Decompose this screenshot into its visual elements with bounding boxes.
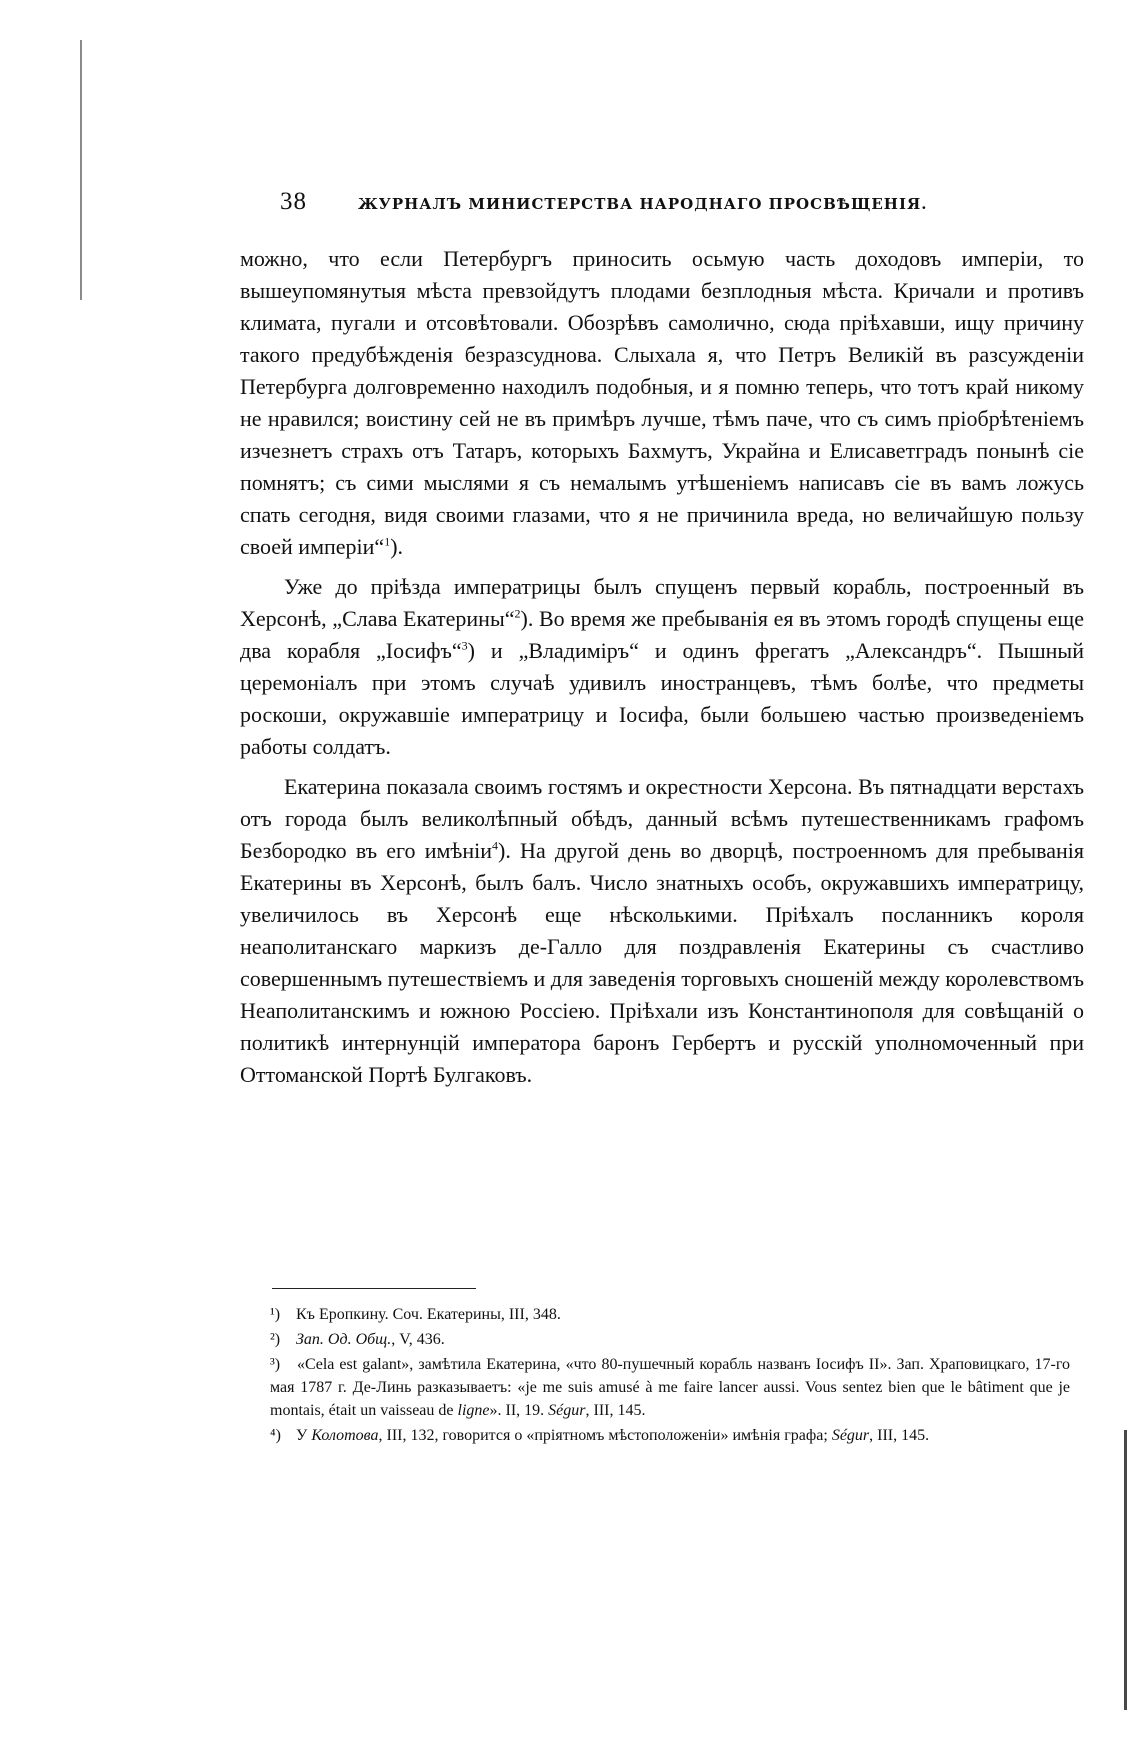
footnote-ref-2: 2 <box>514 606 521 621</box>
footnotes <box>270 1303 1070 1449</box>
footnote-ref-3: 3 <box>461 638 468 653</box>
footnote-mark: ¹) <box>270 1306 281 1323</box>
footnote-text: Къ Еропкину. Соч. Екатерины, III, 348. <box>296 1306 561 1323</box>
footnote-4 <box>270 1424 1070 1447</box>
paragraph-2 <box>240 571 1084 763</box>
footnote-italic: Ségur <box>548 1402 586 1419</box>
footnote-3 <box>270 1353 1070 1422</box>
footnote-text: У <box>296 1427 308 1444</box>
scan-edge-left <box>80 40 82 300</box>
paragraph-2-text-c: ) и „Владиміръ“ и одинъ фрегатъ „Александръ“. Пышный церемоніалъ при этомъ случаѣ удивилъ иностранцевъ, тѣмъ болѣе, что предметы роскоши, окружавшіе императрицу и Іосифа, были большею частью произведеніемъ работы солдатъ. <box>240 638 1084 759</box>
footnote-source-italic: Зап. Од. Общ. <box>296 1331 392 1348</box>
footnote-italic: Колотова <box>311 1427 379 1444</box>
paragraph-2-text-b: ). Во время же пребыванія ея въ этомъ городѣ спущены еще два корабля „Іосифъ“ <box>240 606 1084 663</box>
footnote-text: , V, 436. <box>391 1331 445 1348</box>
paragraph-1 <box>240 243 1084 563</box>
footnote-italic: ligne <box>457 1402 490 1419</box>
footnote-ref-4: 4 <box>492 838 499 853</box>
footnote-mark: ²) <box>270 1331 281 1348</box>
paragraph-3-text-a: Екатерина показала своимъ гостямъ и окрестности Херсона. Въ пятнадцати верстахъ отъ города былъ великолѣпный обѣдъ, данный всѣмъ путешественникамъ графомъ Безбородко въ его имѣніи <box>240 774 1084 863</box>
footnote-text: , III, 132, говорится о «пріятномъ мѣстоположеніи» имѣнія графа; <box>378 1427 828 1444</box>
footnote-text: «Cela est galant», замѣтила Екатерина, «что 80-пушечный корабль названъ Іосифъ II». Зап. Храповицкаго, 17-го мая 1787 г. Де-Линь разказываетъ: «je me suis amusé à me faire lancer aussi. Vous sentez bien que le bâtiment que je montais, était un vaisseau de <box>270 1356 1071 1419</box>
footnote-separator <box>272 1288 476 1289</box>
footnote-1 <box>270 1303 1070 1326</box>
page-header <box>280 188 1070 228</box>
footnote-italic: Ségur <box>831 1427 870 1444</box>
footnote-2 <box>270 1328 1070 1351</box>
footnote-text: , III, 145. <box>869 1427 930 1444</box>
page-number: 38 <box>280 188 307 215</box>
footnote-ref-1: 1 <box>384 534 391 549</box>
paragraph-1-text: можно, что если Петербургъ приносить осьмую часть доходовъ имперіи, то вышеупомянутыя мѣста превзойдутъ плодами безплодныя мѣста. Кричали и противъ климата, пугали и отсовѣтовали. Обозрѣвъ самолично, сюда пріѣхавши, ищу причину такого предубѣжденія безразсуднова. Слыхала я, что Петръ Великій въ разсужденіи Петербурга долговременно находилъ подобныя, и я помню теперь, что тотъ край никому не нравился; воистину сей не въ примѣръ лучше, тѣмъ паче, что съ симъ пріобрѣтеніемъ изчезнетъ страхъ отъ Татаръ, которыхъ Бахмутъ, Украйна и Елисаветградъ понынѣ сіе помнятъ; съ сими мыслями я съ немалымъ утѣшеніемъ написавъ сіе въ вамъ ложусь спать сегодня, видя своими глазами, что я не причинила вреда, но величайшую пользу своей имперіи“ <box>240 246 1084 559</box>
footnote-mark: ⁴) <box>270 1427 281 1444</box>
paragraph-1-end: ). <box>390 534 404 559</box>
footnote-text: ». II, 19. <box>489 1402 545 1419</box>
paragraph-3 <box>240 771 1084 1091</box>
running-title: ЖУРНАЛЪ МИНИСТЕРСТВА НАРОДНАГО ПРОСВѢЩЕНІЯ. <box>358 195 928 213</box>
scan-edge-right <box>1124 1430 1127 1710</box>
paragraph-2-text-a: Уже до пріѣзда императрицы былъ спущенъ первый корабль, построенный въ Херсонѣ, „Слава Екатерины“ <box>240 574 1084 631</box>
footnote-text: , III, 145. <box>585 1402 646 1419</box>
footnote-mark: ³) <box>270 1356 281 1373</box>
paragraph-3-text-b: ). На другой день во дворцѣ, построенномъ для пребыванія Екатерины въ Херсонѣ, былъ балъ. Число знатныхъ особъ, окружавшихъ императрицу, увеличилось въ Херсонѣ еще нѣсколькими. Пріѣхалъ посланникъ короля неаполитанскаго маркизъ де-Галло для поздравленія Екатерины съ счастливо совершеннымъ путешествіемъ и для заведенія торговыхъ сношеній между королевствомъ Неаполитанскимъ и южною Россіею. Пріѣхали изъ Константинополя для совѣщаній о политикѣ интернунцій императора баронъ Гербертъ и русскій уполномоченный при Оттоманской Портѣ Булгаковъ. <box>240 838 1084 1087</box>
main-text <box>240 243 1084 1099</box>
